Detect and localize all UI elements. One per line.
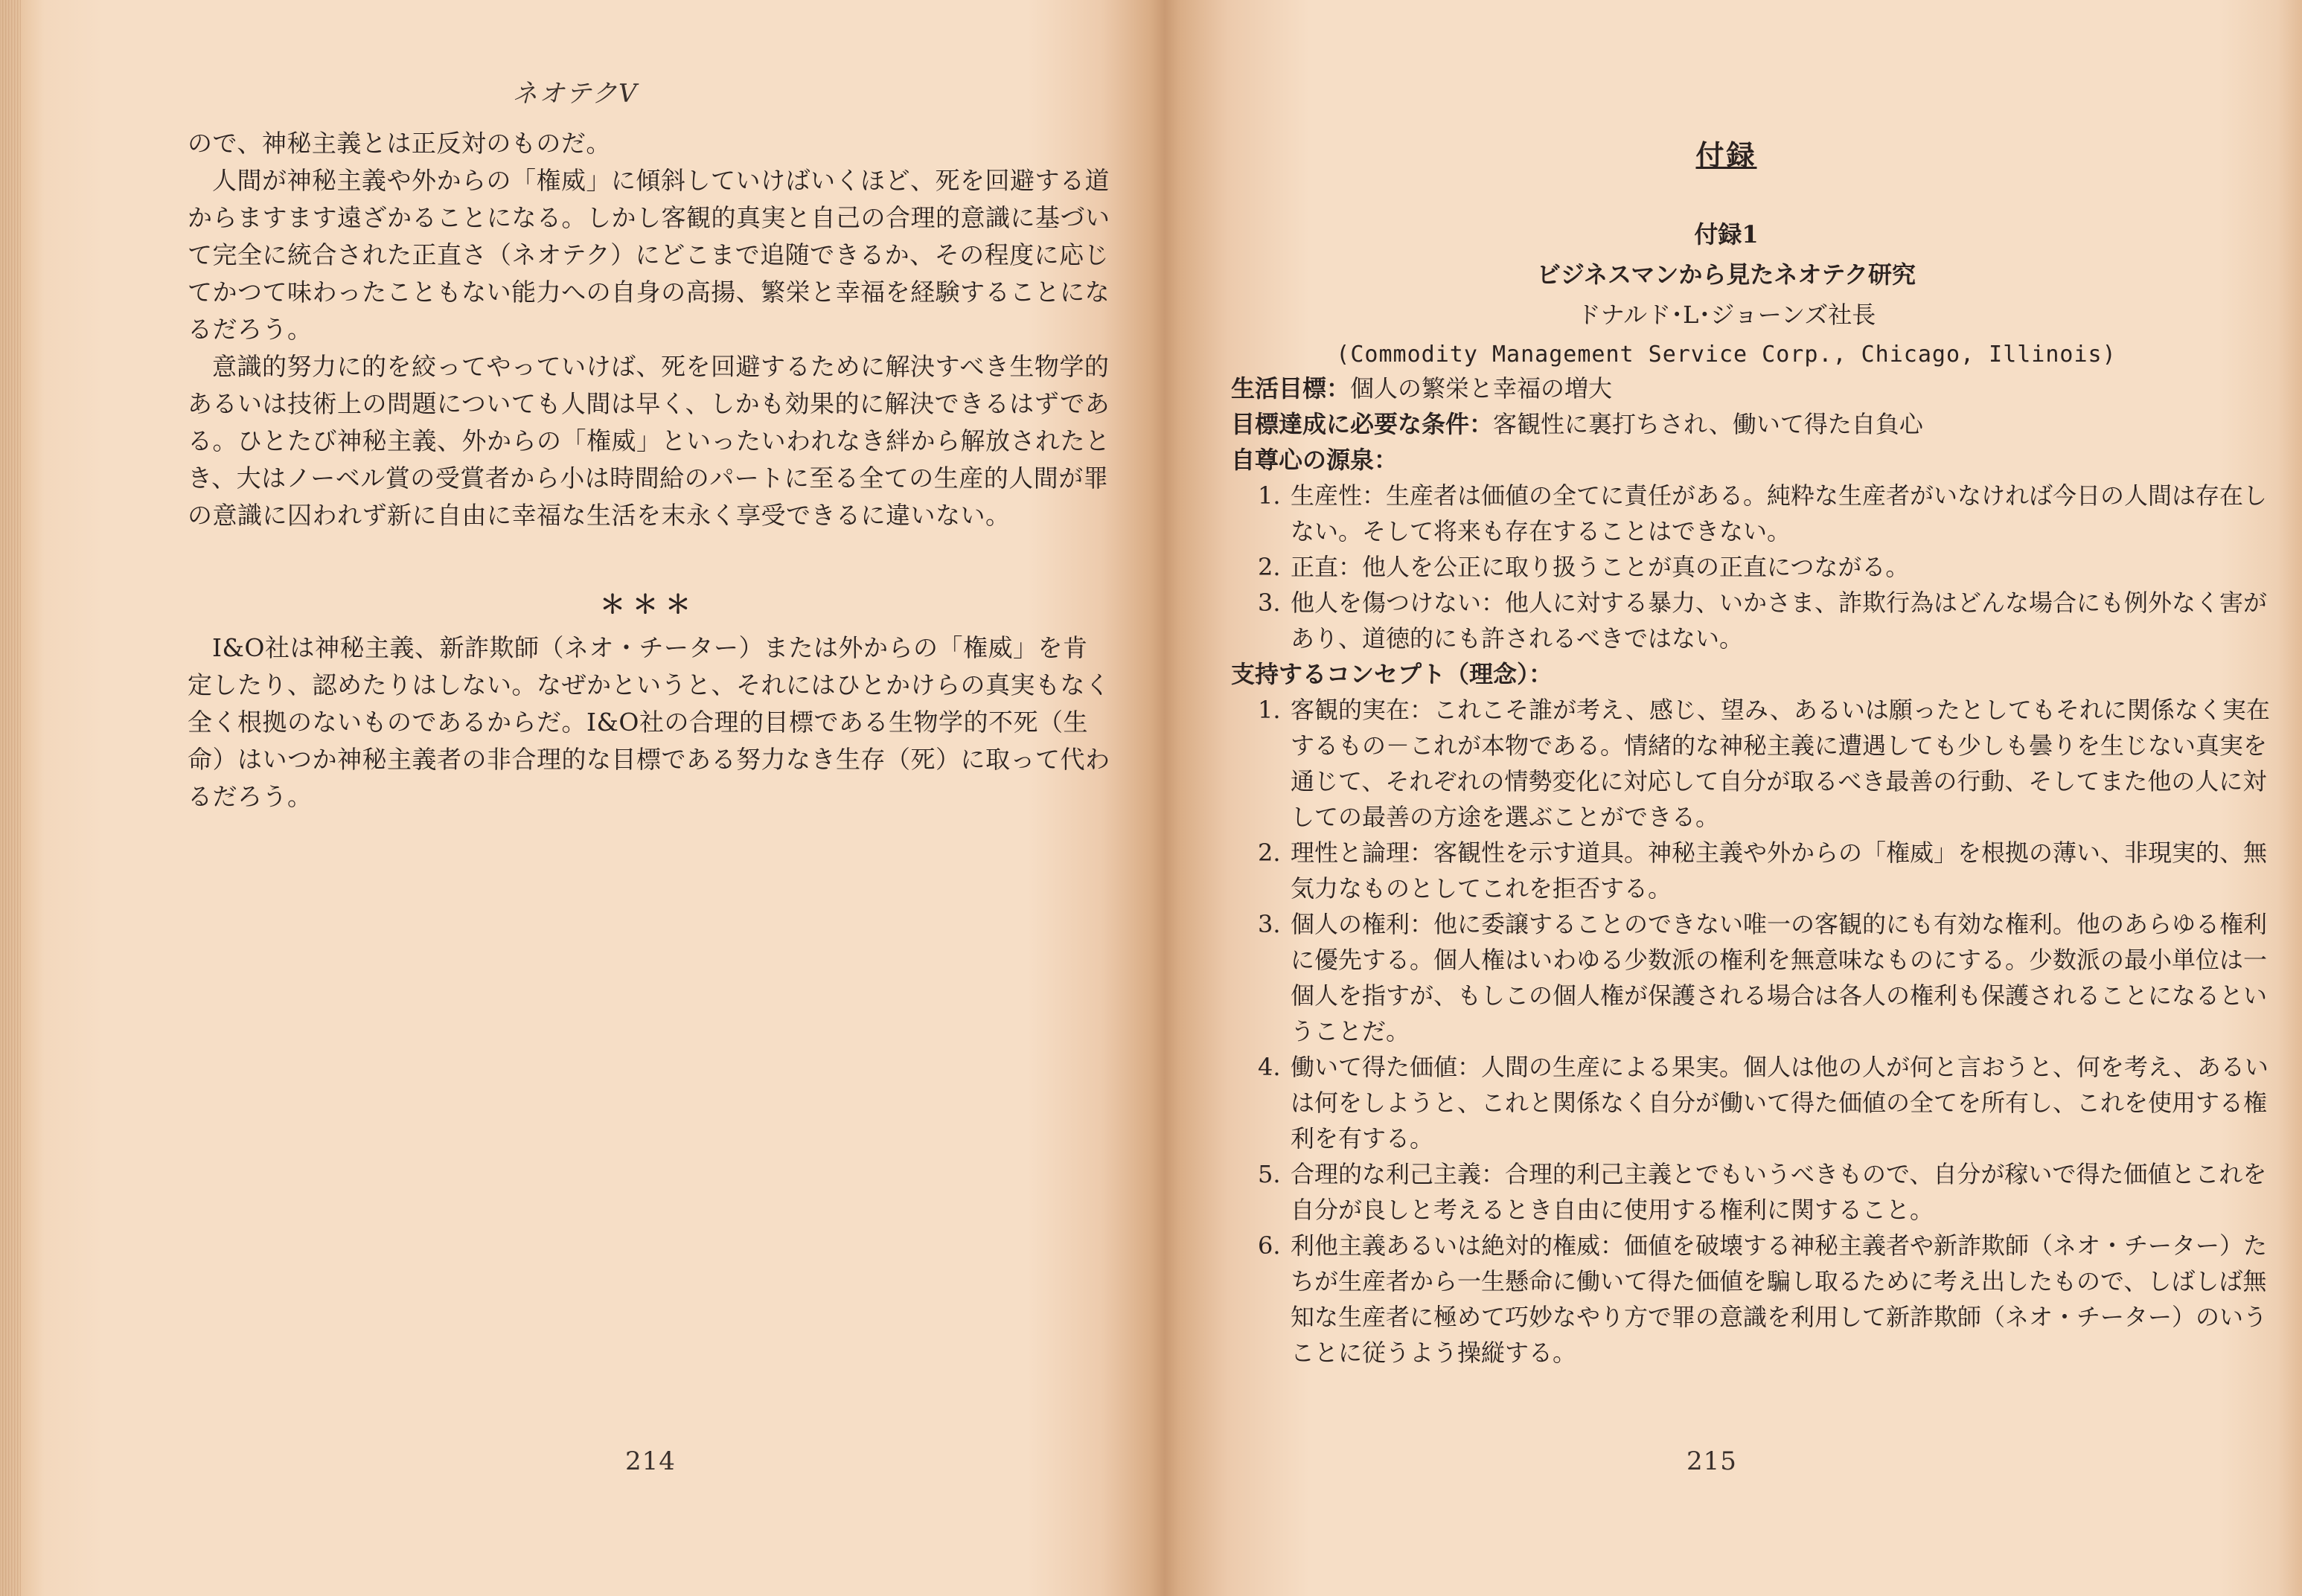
item-number: 5. [1258, 1160, 1281, 1188]
paragraph: 人間が神秘主義や外からの「権威」に傾斜していけばいくほど、死を回避する道からますます遠ざかることになる。しかし客観的真実と自己の合理的意識に基づいて完全に統合された正直さ（ネオテク）にどこまで追随できるか、その程度に応じてかつて味わったこともない能力への自身の高揚、繁栄と幸福を経験することになるだろう。 [188, 166, 1110, 344]
conditions-label: 目標達成に必要な条件： [1231, 410, 1494, 438]
list-item [1231, 478, 2273, 549]
page-number: 215 [1686, 1446, 1737, 1476]
self-esteem-list [1231, 478, 2273, 656]
paragraph: ので、神秘主義とは正反対のものだ。 [188, 129, 611, 158]
article-title: ビジネスマンから見たネオテク研究 [1536, 260, 1916, 289]
item-number: 3. [1258, 910, 1281, 938]
item-text: 生産性：生産者は価値の全てに責任がある。純粋な生産者がいなければ今日の人間は存在しない。そして将来も存在することはできない。 [1291, 481, 2268, 545]
item-text: 働いて得た価値：人間の生産による果実。個人は他の人が何と言おうと、何を考え、あるいは何をしようと、これと関係なく自分が働いて得た価値の全てを所有し、これを使用する権利を有する。 [1291, 1053, 2269, 1153]
list-item [1231, 1049, 2273, 1156]
item-text: 利他主義あるいは絶対的権威：価値を破壊する神秘主義者や新詐欺師（ネオ・チーター）たちが生産者から一生懸命に働いて得た価値を騙し取るために考え出したもので、しばしば無知な生産者に極めて巧妙なやり方で罪の意識を利用して新詐欺師（ネオ・チーター）のいうことに従うよう操縦する。 [1291, 1231, 2268, 1367]
concepts-list [1231, 692, 2273, 1371]
running-head: ネオテクV [512, 79, 639, 109]
paragraph: 意識的努力に的を絞ってやっていけば、死を回避するために解決すべき生物学的あるいは技術上の問題についても人間は早く、しかも効果的に解決できるはずである。ひとたび神秘主義、外からの「権威」といったいわれなき絆から解放されたとき、大はノーベル賞の受賞者から小は時間給のパートに至る全ての生産的人間が罪の意識に囚われず新に自由に幸福な生活を末永く享受できるに違いない。 [188, 352, 1110, 530]
item-text: 客観的実在：これこそ誰が考え、感じ、望み、あるいは願ったとしてもそれに関係なく実在するもの－これが本物である。情緒的な神秘主義に遭遇しても少しも曇りを生じない真実を通じて、それぞれの情勢変化に対応して自分が取るべき最善の行動、そしてまた他の人に対しての最善の方途を選ぶことができる。 [1291, 696, 2270, 831]
section-separator: ＊＊＊ [600, 590, 698, 620]
appendix-number: 付録1 [1694, 220, 1759, 249]
left-page-body [188, 125, 1110, 815]
item-number: 2. [1258, 839, 1281, 867]
item-text: 正直：他人を公正に取り扱うことが真の正直につながる。 [1291, 553, 1910, 581]
list-item [1231, 906, 2273, 1049]
right-page-body [1231, 371, 2273, 1371]
appendix-header [1151, 214, 2302, 375]
item-number: 1. [1258, 481, 1281, 510]
list-item [1231, 585, 2273, 656]
item-number: 2. [1258, 553, 1281, 581]
list-item [1231, 549, 2273, 585]
item-text: 理性と論理：客観性を示す道具。神秘主義や外からの「権威」を根拠の薄い、非現実的、無気力なものとしてこれを拒否する。 [1291, 839, 2268, 903]
life-goal-text: 個人の繁栄と幸福の増大 [1350, 374, 1613, 403]
self-esteem-heading: 自尊心の源泉： [1231, 446, 1398, 474]
item-text: 個人の権利：他に委譲することのできない唯一の客観的にも有効な権利。他のあらゆる権利に優先する。個人権はいわゆる少数派の権利を無意味なものにする。少数派の最小単位は一個人を指すが、もしこの個人権が保護される場合は各人の権利も保護されることになるということだ。 [1291, 910, 2268, 1045]
item-text: 他人を傷つけない：他人に対する暴力、いかさま、詐欺行為はどんな場合にも例外なく害があり、道徳的にも許されるべきではない。 [1291, 589, 2268, 653]
organization: (Commodity Management Service Corp., Chicago, Illinois) [1336, 342, 2117, 368]
life-goal [1231, 371, 2273, 406]
appendix-title: 付録 [1695, 138, 1757, 172]
list-item [1231, 1228, 2273, 1371]
life-goal-label: 生活目標： [1231, 374, 1351, 403]
item-number: 4. [1258, 1053, 1281, 1081]
concepts-heading: 支持するコンセプト（理念）： [1231, 660, 1553, 688]
conditions-text: 客観性に裏打ちされ、働いて得た自負心 [1493, 410, 1923, 438]
list-item [1231, 692, 2273, 835]
item-text: 合理的な利己主義：合理的利己主義とでもいうべきもので、自分が稼いで得た価値とこれを自分が良しと考えるとき自由に使用する権利に関すること。 [1291, 1160, 2267, 1224]
author: ドナルド･L･ジョーンズ社長 [1576, 301, 1876, 329]
item-number: 3. [1258, 589, 1281, 617]
right-page [1151, 0, 2302, 1596]
item-number: 1. [1258, 696, 1281, 724]
page-number: 214 [625, 1446, 676, 1476]
conditions [1231, 406, 2273, 442]
item-number: 6. [1258, 1231, 1281, 1260]
list-item [1231, 1156, 2273, 1228]
paragraph: I&O社は神秘主義、新詐欺師（ネオ・チーター）または外からの「権威」を肯定したり、認めたりはしない。なぜかというと、それにはひとかけらの真実もなく全く根拠のないものであるからだ。I&O社の合理的目標である生物学的不死（生命）はいつか神秘主義者の非合理的な目標である努力なき生存（死）に取って代わるだろう。 [188, 633, 1110, 811]
list-item [1231, 835, 2273, 906]
